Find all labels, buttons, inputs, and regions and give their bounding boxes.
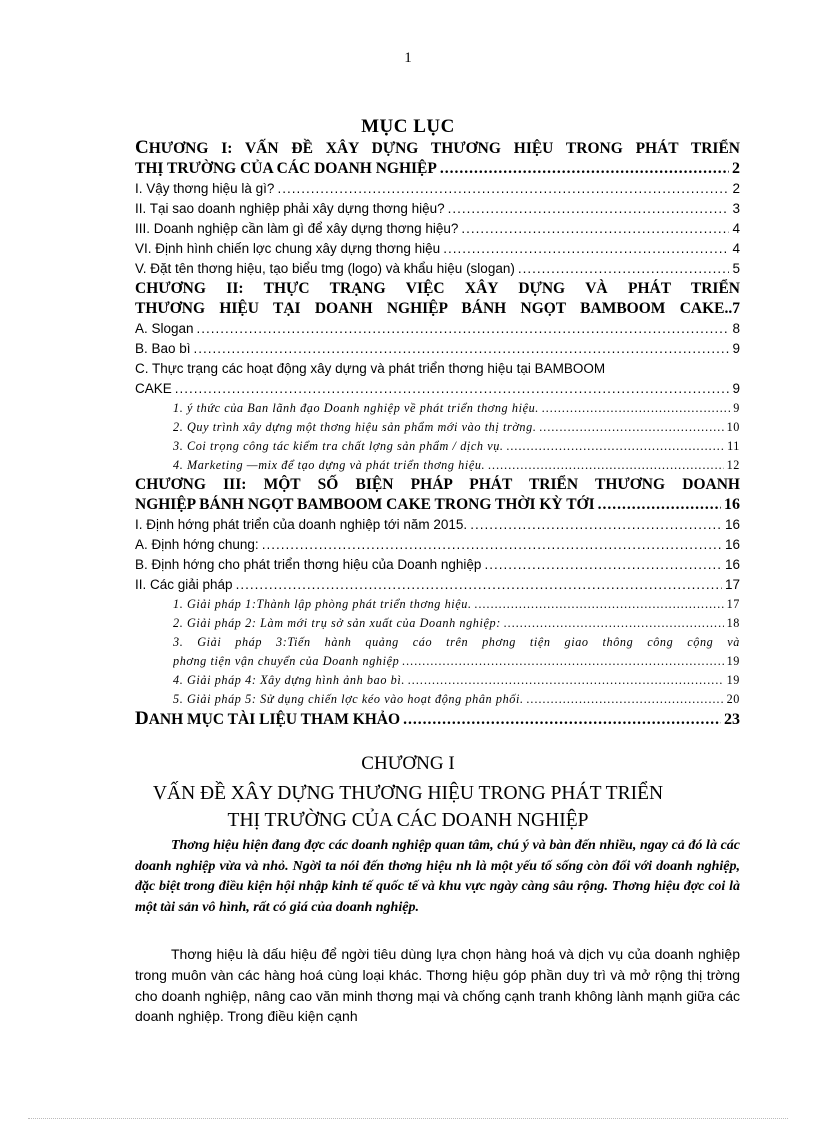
toc-entry-text: 2. Quy trình xây dựng một thơng hiệu sản phẩm mới vào thị trờng. bbox=[173, 420, 537, 434]
dot-leader bbox=[408, 671, 724, 690]
toc-entry-text: phơng tiện vận chuyển của Doanh nghiệp bbox=[173, 654, 400, 668]
toc-subentry[interactable] bbox=[135, 399, 740, 418]
toc-subentry[interactable] bbox=[135, 456, 740, 475]
dot-leader bbox=[236, 575, 722, 595]
toc-entry[interactable] bbox=[135, 359, 740, 399]
dot-leader bbox=[262, 535, 722, 555]
toc-entry[interactable] bbox=[135, 575, 740, 595]
dot-leader bbox=[504, 614, 724, 633]
toc-heading: MỤC LỤC bbox=[361, 116, 455, 137]
toc-chapter-2-line1: CHƯƠNG II: THỰC TRẠNG VIỆC XÂY DỰNG VÀ PHÁT TRIỂN bbox=[135, 280, 740, 297]
toc-chapter-2 bbox=[135, 279, 740, 319]
toc-page-number: 10 bbox=[726, 420, 740, 434]
toc-entry-text: II. Các giải pháp bbox=[135, 577, 233, 592]
dot-leader bbox=[518, 259, 730, 279]
toc-page-number: 18 bbox=[726, 616, 740, 630]
toc-page-number: 9 bbox=[732, 341, 740, 356]
toc-page-number: 5 bbox=[732, 261, 740, 276]
toc-page-number: 2 bbox=[732, 181, 740, 196]
toc-chapter-1-line2: THỊ TRƯỜNG CỦA CÁC DOANH NGHIỆP bbox=[135, 160, 437, 177]
footer-divider bbox=[28, 1118, 788, 1119]
toc-entry[interactable] bbox=[135, 339, 740, 359]
toc-chapter-3-line2: NGHIỆP BÁNH NGỌT BAMBOOM CAKE TRONG THỜI KỲ TỚI bbox=[135, 496, 595, 513]
toc-entry-text: 5. Giải pháp 5: Sử dụng chiến lợc kéo vào hoạt động phân phối. bbox=[173, 692, 524, 706]
dot-leader bbox=[488, 456, 723, 475]
toc-entry-text: A. Slogan bbox=[135, 321, 194, 336]
toc-chapter-1-line1: HƯƠNG I: VẤN ĐỀ XÂY DỰNG THƯƠNG HIỆU TRONG PHÁT TRIỂN bbox=[148, 140, 740, 157]
toc-entry-text: I. Định hớng phát triển của doanh nghiệp tới năm 2015. bbox=[135, 517, 468, 532]
toc-entry-text: VI. Định hình chiến lợc chung xây dựng thơng hiệu bbox=[135, 241, 441, 256]
dot-leader bbox=[507, 437, 724, 456]
toc-subentry[interactable] bbox=[135, 633, 740, 671]
toc-entry-text: II. Tại sao doanh nghiệp phải xây dựng thơng hiệu? bbox=[135, 201, 445, 216]
dot-leader bbox=[598, 495, 721, 515]
toc-page-number: 19 bbox=[726, 673, 740, 687]
toc-page-number: 16 bbox=[724, 496, 740, 513]
toc-entry[interactable] bbox=[135, 555, 740, 575]
toc-page-number: 8 bbox=[732, 321, 740, 336]
toc-entry[interactable] bbox=[135, 179, 740, 199]
toc-entry-text: B. Bao bì bbox=[135, 341, 191, 356]
chapter-title-line1: VẤN ĐỀ XÂY DỰNG THƯƠNG HIỆU TRONG PHÁT TRIỂN bbox=[152, 783, 664, 804]
chapter-heading bbox=[0, 752, 816, 834]
toc-entry[interactable] bbox=[135, 515, 740, 535]
dot-leader bbox=[402, 652, 723, 671]
toc-entry-text: V. Đặt tên thơng hiệu, tạo biểu tmg (logo) và khẩu hiệu (slogan) bbox=[135, 261, 515, 276]
toc-references-text: ANH MỤC TÀI LIỆU THAM KHẢO bbox=[148, 711, 401, 728]
dot-leader bbox=[542, 399, 730, 418]
dot-leader bbox=[194, 339, 730, 359]
toc-page-number: 12 bbox=[726, 458, 740, 472]
toc-page-number: 2 bbox=[732, 160, 740, 177]
toc-subentry[interactable] bbox=[135, 437, 740, 456]
toc-entry-text: C. Thực trạng các hoạt động xây dựng và phát triển thơng hiệu tại BAMBOOM bbox=[135, 361, 606, 376]
toc-chapter-2-line2: THƯƠNG HIỆU TẠI DOANH NGHIỆP BÁNH NGỌT BAMBOOM CAKE..7 bbox=[135, 300, 740, 317]
toc-entry-text: I. Vậy thơng hiệu là gì? bbox=[135, 181, 275, 196]
toc-page-number: 9 bbox=[733, 401, 740, 415]
toc-page-number: 17 bbox=[724, 577, 740, 592]
chapter-title bbox=[0, 780, 816, 834]
toc-chapter-3 bbox=[135, 475, 740, 515]
toc-page-number: 11 bbox=[727, 439, 740, 453]
chapter-label: CHƯƠNG I bbox=[361, 753, 455, 774]
toc-subentry[interactable] bbox=[135, 671, 740, 690]
dot-leader bbox=[470, 515, 722, 535]
toc-page-number: 9 bbox=[732, 381, 740, 396]
drop-cap: C bbox=[135, 137, 149, 158]
toc-entry-text: 3. Coi trọng công tác kiểm tra chất lợng sản phẩm / dịch vụ. bbox=[173, 439, 504, 453]
dot-leader bbox=[527, 690, 724, 709]
dot-leader bbox=[175, 379, 730, 399]
table-of-contents bbox=[135, 138, 740, 730]
body-paragraph: Thơng hiệu là dấu hiệu để ngời tiêu dùng lựa chọn hàng hoá và dịch vụ của doanh nghiệp trong muôn vàn các hàng hoá cùng loại khác. Thơng hiệu góp phần duy trì và mở rộng thị trờng cho doanh nghiệp, nâng cao văn minh thơng mại và chống cạnh tranh không lành mạnh giữa các doanh nghiệp. Trong điều kiện cạnh bbox=[135, 946, 740, 1025]
toc-chapter-1 bbox=[135, 138, 740, 179]
toc-entry-text: B. Định hớng cho phát triển thơng hiệu của Doanh nghiệp bbox=[135, 557, 482, 572]
toc-subentry[interactable] bbox=[135, 614, 740, 633]
toc-entry-text: 1. Giải pháp 1:Thành lập phòng phát triển thơng hiệu. bbox=[173, 597, 472, 611]
dot-leader bbox=[461, 219, 729, 239]
page-number: 1 bbox=[404, 50, 412, 66]
dot-leader bbox=[539, 418, 723, 437]
toc-page-number: 17 bbox=[726, 597, 740, 611]
dot-leader bbox=[403, 710, 721, 730]
dot-leader bbox=[197, 319, 730, 339]
toc-page-number: 4 bbox=[732, 241, 740, 256]
chapter-title-line2: THỊ TRƯỜNG CỦA CÁC DOANH NGHIỆP bbox=[227, 810, 589, 831]
dot-leader bbox=[277, 179, 729, 199]
toc-entry-text: III. Doanh nghiệp cần làm gì để xây dựng thơng hiệu? bbox=[135, 221, 459, 236]
toc-entry-text: 3. Giải pháp 3:Tiến hành quảng cáo trên phơng tiện giao thông công cộng và bbox=[173, 635, 740, 649]
toc-subentry[interactable] bbox=[135, 690, 740, 709]
dot-leader bbox=[475, 595, 724, 614]
toc-entry[interactable] bbox=[135, 535, 740, 555]
toc-entry[interactable] bbox=[135, 319, 740, 339]
toc-entry-text: CAKE bbox=[135, 381, 172, 396]
toc-page-number: 16 bbox=[724, 537, 740, 552]
toc-entry-text: 4. Giải pháp 4: Xây dựng hình ảnh bao bì. bbox=[173, 673, 405, 687]
toc-entry-text: 2. Giải pháp 2: Làm mới trụ sở sản xuất của Doanh nghiệp: bbox=[173, 616, 501, 630]
intro-paragraph: Thơng hiệu hiện đang đợc các doanh nghiệp quan tâm, chú ý và bàn đến nhiều, ngay cả đó là các doanh nghiệp vừa và nhỏ. Ngời ta nói đến thơng hiệu nh là một yếu tố sống còn đối với doanh nghiệp, đặc biệt trong điều kiện hội nhập kinh tế quốc tế và khu vực ngày càng sâu rộng. Thơng hiệu đợc coi là một tài sản vô hình, rất có giá của doanh nghiệp. bbox=[135, 838, 740, 915]
dot-leader bbox=[443, 239, 729, 259]
toc-entry-text: 1. ý thức của Ban lãnh đạo Doanh nghiệp về phát triển thơng hiệu. bbox=[173, 401, 539, 415]
toc-page-number: 3 bbox=[732, 201, 740, 216]
toc-page-number: 4 bbox=[732, 221, 740, 236]
toc-references[interactable] bbox=[135, 709, 740, 730]
toc-subentry[interactable] bbox=[135, 595, 740, 614]
dot-leader bbox=[440, 159, 729, 179]
dot-leader bbox=[484, 555, 722, 575]
drop-cap: D bbox=[135, 709, 149, 729]
toc-entry[interactable] bbox=[135, 259, 740, 279]
toc-entry[interactable] bbox=[135, 239, 740, 259]
toc-chapter-3-line1: CHƯƠNG III: MỘT SỐ BIỆN PHÁP PHÁT TRIỂN THƯƠNG DOANH bbox=[135, 476, 740, 493]
toc-page-number: 20 bbox=[726, 692, 740, 706]
toc-page-number: 19 bbox=[726, 654, 740, 668]
toc-entry-text: 4. Marketing —mix để tạo dựng và phát triển thơng hiệu. bbox=[173, 458, 486, 472]
toc-page-number: 23 bbox=[724, 711, 740, 728]
toc-entry-text: A. Định hớng chung: bbox=[135, 537, 259, 552]
toc-page-number: 16 bbox=[724, 517, 740, 532]
toc-page-number: 16 bbox=[724, 557, 740, 572]
toc-entry[interactable] bbox=[135, 199, 740, 219]
toc-entry[interactable] bbox=[135, 219, 740, 239]
dot-leader bbox=[448, 199, 730, 219]
toc-subentry[interactable] bbox=[135, 418, 740, 437]
